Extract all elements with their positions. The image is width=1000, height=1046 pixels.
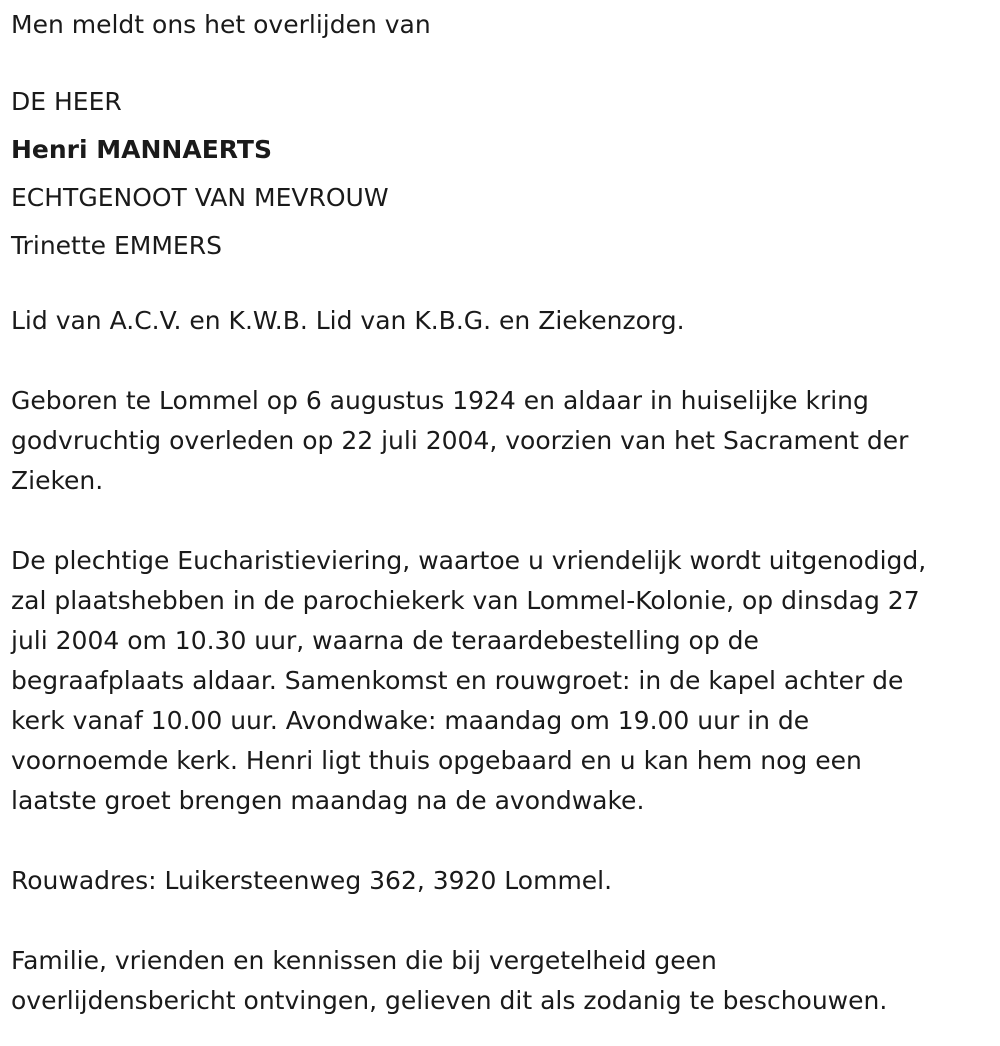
paragraph-line: zal plaatshebben in de parochiekerk van Lommel-Kolonie, op dinsdag 27 bbox=[11, 586, 920, 615]
intro-text: Men meldt ons het overlijden van bbox=[11, 10, 431, 39]
address-paragraph bbox=[11, 861, 990, 901]
memberships-paragraph bbox=[11, 301, 990, 341]
paragraph-line: laatste groet brengen maandag na de avondwake. bbox=[11, 786, 645, 815]
paragraph-line: juli 2004 om 10.30 uur, waarna de teraardebestelling op de bbox=[11, 626, 759, 655]
spouse-name: Trinette EMMERS bbox=[11, 231, 222, 260]
closing-paragraph bbox=[11, 941, 990, 1021]
deceased-block bbox=[11, 78, 990, 270]
paragraph-line: voornoemde kerk. Henri ligt thuis opgebaard en u kan hem nog een bbox=[11, 746, 862, 775]
paragraph-line: Geboren te Lommel op 6 augustus 1924 en aldaar in huiselijke kring bbox=[11, 386, 869, 415]
title-prefix: DE HEER bbox=[11, 87, 122, 116]
memberships-text: Lid van A.C.V. en K.W.B. Lid van K.B.G. en Ziekenzorg. bbox=[11, 306, 685, 335]
paragraph-line: godvruchtig overleden op 22 juli 2004, voorzien van het Sacrament der bbox=[11, 426, 909, 455]
deceased-name: Henri MANNAERTS bbox=[11, 135, 272, 164]
paragraph-line: De plechtige Eucharistieviering, waartoe u vriendelijk wordt uitgenodigd, bbox=[11, 546, 927, 575]
paragraph-line: Zieken. bbox=[11, 466, 104, 495]
birth-death-paragraph bbox=[11, 381, 990, 501]
ceremony-paragraph bbox=[11, 541, 990, 821]
paragraph-line: kerk vanaf 10.00 uur. Avondwake: maandag om 19.00 uur in de bbox=[11, 706, 810, 735]
spouse-label: ECHTGENOOT VAN MEVROUW bbox=[11, 183, 389, 212]
paragraph-line: Familie, vrienden en kennissen die bij vergetelheid geen bbox=[11, 946, 717, 975]
paragraph-line: begraafplaats aldaar. Samenkomst en rouwgroet: in de kapel achter de bbox=[11, 666, 904, 695]
paragraph-line: overlijdensbericht ontvingen, gelieven dit als zodanig te beschouwen. bbox=[11, 986, 888, 1015]
address-text: Rouwadres: Luikersteenweg 362, 3920 Lommel. bbox=[11, 866, 613, 895]
